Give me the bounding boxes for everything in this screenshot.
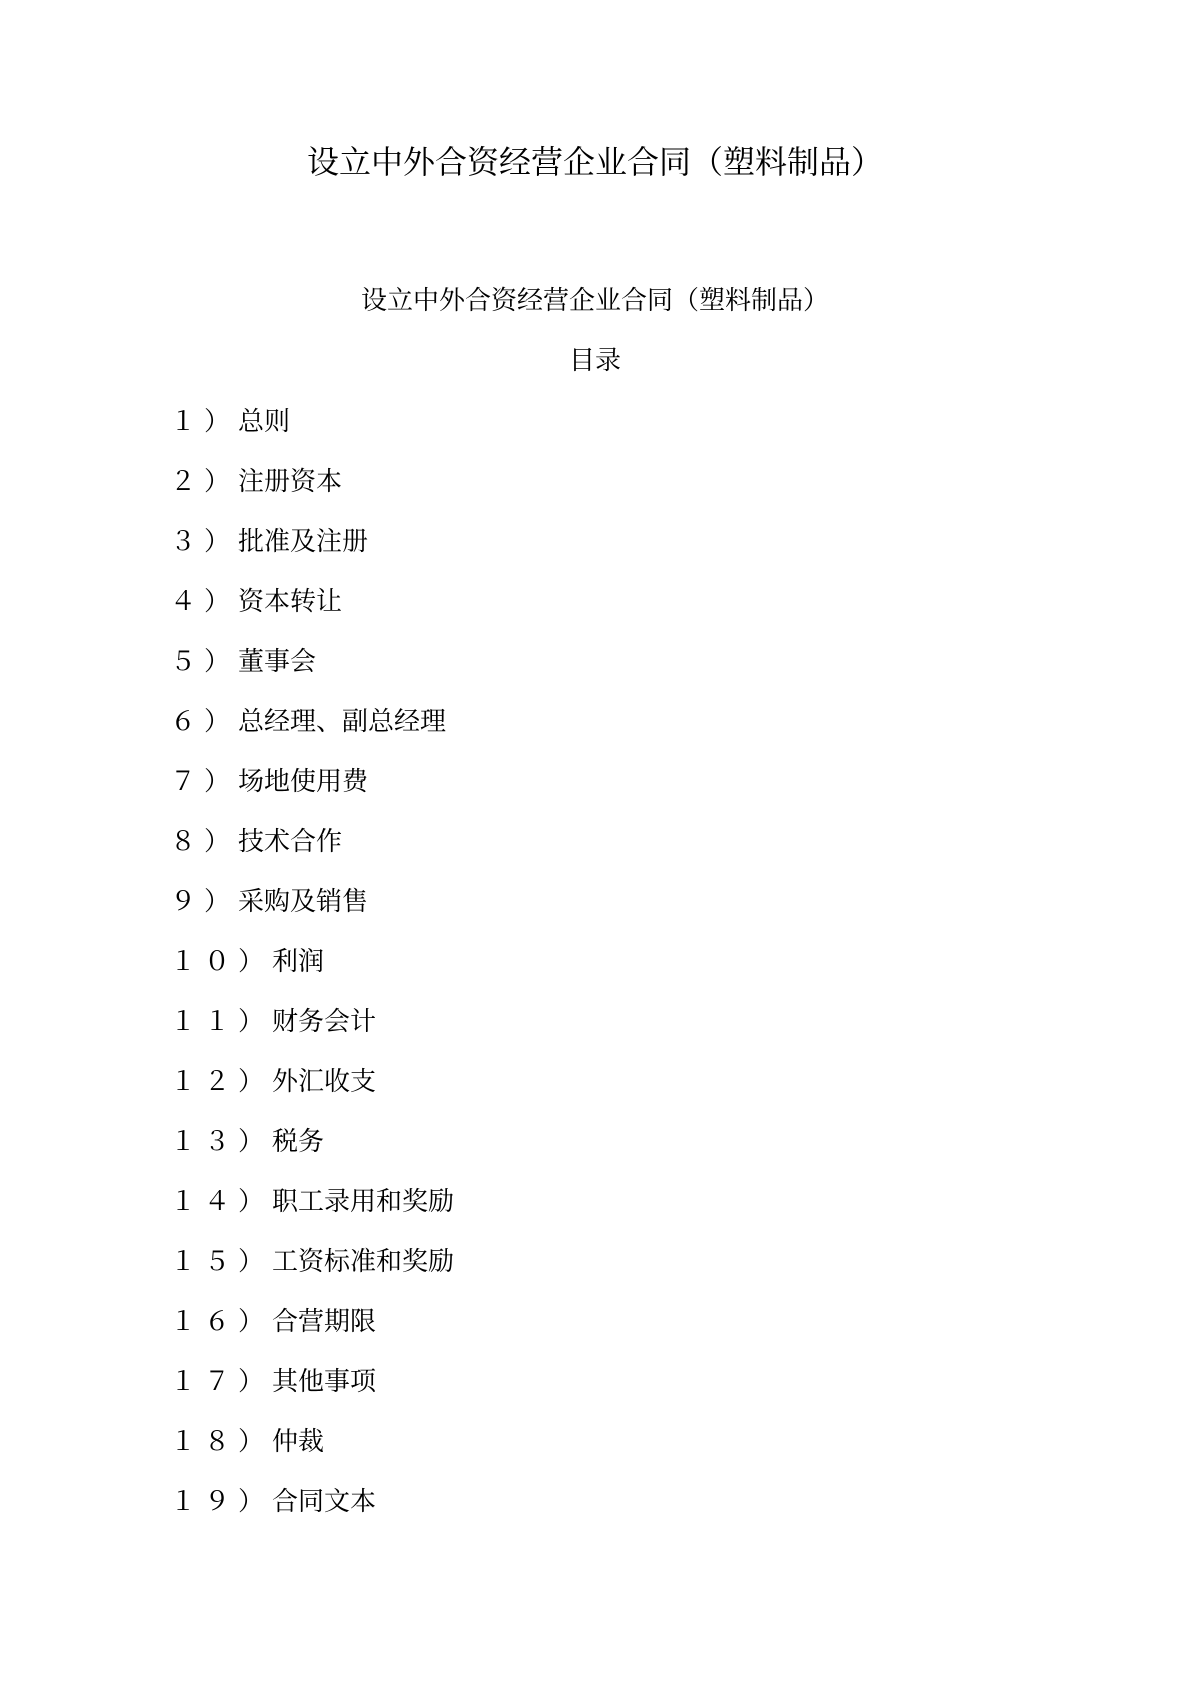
toc-item-number: ２） <box>170 467 239 497</box>
toc-item-label: 批准及注册 <box>238 527 369 557</box>
toc-item-general-manager <box>170 704 454 764</box>
toc-item-employment <box>170 1184 454 1244</box>
toc-item-number: １６） <box>170 1307 273 1337</box>
toc-item-label: 税务 <box>272 1127 325 1157</box>
toc-item-registered-capital <box>170 464 454 524</box>
toc-item-label: 利润 <box>272 947 325 977</box>
toc-item-label: 职工录用和奖励 <box>272 1187 455 1217</box>
toc-item-contract-text <box>170 1484 454 1544</box>
toc-item-term <box>170 1304 454 1364</box>
toc-item-number: １５） <box>170 1247 273 1277</box>
toc-item-number: １） <box>170 407 239 437</box>
toc-item-number: １３） <box>170 1127 273 1157</box>
toc-item-label: 外汇收支 <box>272 1067 377 1097</box>
toc-item-number: ３） <box>170 527 239 557</box>
toc-item-label: 合同文本 <box>272 1487 377 1517</box>
toc-item-label: 财务会计 <box>272 1007 377 1037</box>
toc-item-number: １０） <box>170 947 273 977</box>
toc-item-taxation <box>170 1124 454 1184</box>
toc-item-accounting <box>170 1004 454 1064</box>
toc-heading: 目录 <box>568 346 621 376</box>
contract-subtitle: 设立中外合资经营企业合同（塑料制品） <box>360 286 829 316</box>
toc-item-label: 注册资本 <box>238 467 343 497</box>
toc-item-capital-transfer <box>170 584 454 644</box>
toc-item-profit <box>170 944 454 1004</box>
toc-item-number: ８） <box>170 827 239 857</box>
toc-item-label: 资本转让 <box>238 587 343 617</box>
toc-item-label: 仲裁 <box>272 1427 325 1457</box>
toc-item-number: １７） <box>170 1367 273 1397</box>
toc-item-label: 董事会 <box>238 647 317 677</box>
toc-item-label: 采购及销售 <box>238 887 369 917</box>
toc-item-label: 场地使用费 <box>238 767 369 797</box>
toc-item-purchase-sales <box>170 884 454 944</box>
toc-item-foreign-exchange <box>170 1064 454 1124</box>
toc-item-number: １４） <box>170 1187 273 1217</box>
toc-item-number: ７） <box>170 767 239 797</box>
toc-item-number: ６） <box>170 707 239 737</box>
toc-item-number: １９） <box>170 1487 273 1517</box>
toc-item-number: １８） <box>170 1427 273 1457</box>
toc-item-technical-cooperation <box>170 824 454 884</box>
toc-item-label: 总经理、副总经理 <box>238 707 447 737</box>
toc-item-label: 合营期限 <box>272 1307 377 1337</box>
toc-item-general <box>170 404 454 464</box>
toc-item-arbitration <box>170 1424 454 1484</box>
toc-item-number: １１） <box>170 1007 273 1037</box>
toc-item-number: １２） <box>170 1067 273 1097</box>
toc-item-wage-standard <box>170 1244 454 1304</box>
toc-item-label: 工资标准和奖励 <box>272 1247 455 1277</box>
toc-item-label: 技术合作 <box>238 827 343 857</box>
toc-item-number: ４） <box>170 587 239 617</box>
toc-item-other-matters <box>170 1364 454 1424</box>
page-title: 设立中外合资经营企业合同（塑料制品） <box>306 143 883 181</box>
table-of-contents <box>170 404 454 1544</box>
toc-item-label: 总则 <box>238 407 291 437</box>
toc-item-approval-registration <box>170 524 454 584</box>
toc-item-board <box>170 644 454 704</box>
toc-item-number: ９） <box>170 887 239 917</box>
toc-item-site-fee <box>170 764 454 824</box>
toc-item-number: ５） <box>170 647 239 677</box>
toc-item-label: 其他事项 <box>272 1367 377 1397</box>
